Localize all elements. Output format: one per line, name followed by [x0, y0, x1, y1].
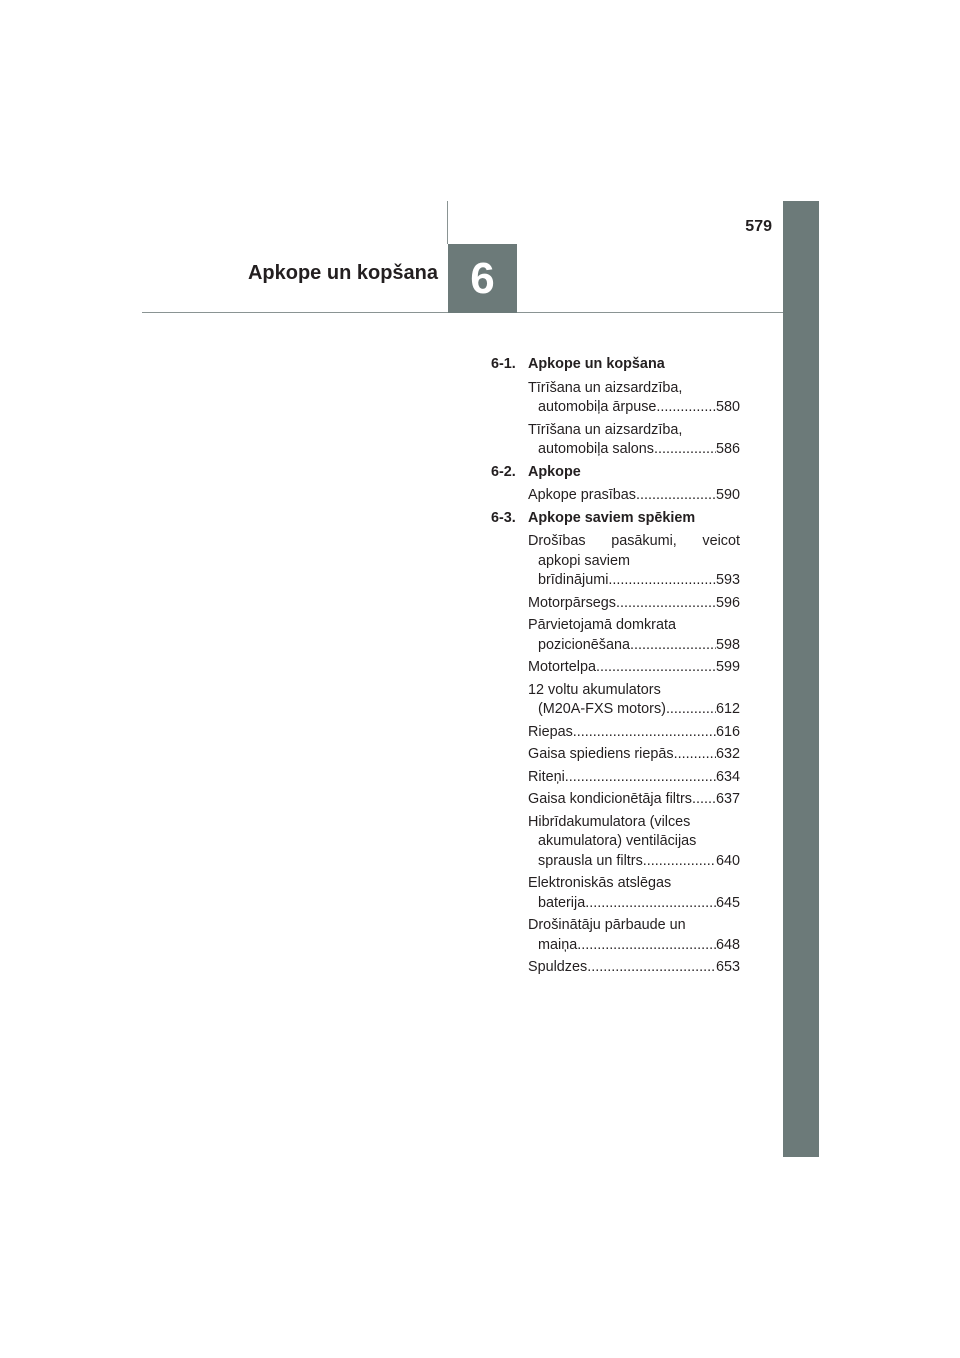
- page-number: 579: [745, 218, 772, 235]
- toc-entry-page: 634: [715, 768, 740, 785]
- toc-entry-page: 590: [715, 487, 740, 503]
- toc-entry[interactable]: [528, 379, 740, 418]
- toc-entry-title: Apkope prasības: [528, 487, 637, 503]
- dot-leader: [608, 571, 716, 591]
- dot-leader: [674, 745, 716, 765]
- toc-entry[interactable]: [528, 916, 740, 955]
- toc-entry-title: Hibrīdakumulatora (vilces: [528, 813, 691, 830]
- dot-leader: [573, 723, 716, 743]
- toc-entry[interactable]: [528, 768, 740, 788]
- toc-entry-title: automobiļa salons: [538, 441, 654, 457]
- toc-entry-title: akumulatora) ventilācijas: [538, 833, 697, 849]
- toc-entry[interactable]: [528, 421, 740, 460]
- toc-section-number: 6-1.: [491, 356, 516, 372]
- toc-entry[interactable]: [528, 681, 740, 720]
- toc-entry-title: Riepas: [528, 723, 573, 740]
- toc-entry[interactable]: [528, 486, 740, 506]
- toc-section-title: Apkope un kopšana: [528, 356, 665, 372]
- chapter-number-box: 6: [448, 244, 517, 313]
- toc-entry-page: 598: [715, 636, 740, 653]
- dot-leader: [596, 658, 716, 678]
- toc-entry[interactable]: [528, 958, 740, 978]
- toc-section-title: Apkope: [528, 463, 581, 480]
- toc-section-heading[interactable]: [491, 463, 740, 483]
- toc-entry-title: Elektroniskās atslēgas: [528, 875, 672, 891]
- toc-entry[interactable]: [528, 790, 740, 810]
- toc-entry-title: Drošības pasākumi, veicot: [528, 533, 740, 549]
- toc-entry-page: 637: [715, 791, 740, 807]
- toc-section-number: 6-3.: [491, 509, 516, 526]
- toc-entry-title: Gaisa kondicionētāja filtrs: [528, 791, 692, 807]
- toc-entry[interactable]: [528, 532, 740, 591]
- header-divider-vertical: [447, 201, 448, 244]
- dot-leader: [636, 486, 716, 506]
- dot-leader: [654, 440, 716, 460]
- dot-leader: [585, 894, 716, 914]
- toc-entry[interactable]: [528, 874, 740, 913]
- toc-section: [491, 509, 740, 978]
- toc-entry-page: 612: [715, 701, 740, 717]
- table-of-contents: [491, 355, 740, 981]
- toc-entry-title: (M20A-FXS motors): [538, 701, 666, 717]
- toc-entry[interactable]: [528, 658, 740, 678]
- dot-leader: [692, 790, 716, 810]
- toc-entry-page: 580: [715, 399, 740, 415]
- dot-leader: [565, 768, 716, 788]
- toc-entry-title: Drošinātāju pārbaude un: [528, 917, 686, 933]
- toc-entry-title: pozicionēšana: [538, 636, 631, 653]
- toc-entry-page: 596: [715, 594, 740, 611]
- toc-entry-page: 632: [715, 746, 740, 762]
- dot-leader: [666, 700, 716, 720]
- toc-entry-title: Spuldzes: [528, 959, 588, 975]
- dot-leader: [630, 636, 716, 656]
- toc-entry-title: Gaisa spiediens riepās: [528, 746, 674, 762]
- toc-section-number: 6-2.: [491, 463, 516, 480]
- toc-entry[interactable]: [528, 723, 740, 743]
- toc-section-heading[interactable]: [491, 509, 740, 529]
- toc-entry-title: Motorpārsegs: [528, 594, 616, 611]
- toc-entry-title: brīdinājumi: [538, 572, 609, 588]
- toc-entry-page: 645: [715, 894, 740, 911]
- toc-entry-page: 593: [715, 572, 740, 588]
- toc-entry-page: 640: [715, 852, 740, 869]
- dot-leader: [587, 958, 716, 978]
- toc-section-title: Apkope saviem spēkiem: [528, 509, 696, 526]
- toc-section: [491, 355, 740, 460]
- toc-entry-title: Tīrīšana un aizsardzība,: [528, 421, 683, 438]
- chapter-side-tab: [783, 201, 819, 1157]
- toc-entry-title: automobiļa ārpuse: [538, 399, 657, 415]
- toc-section: [491, 463, 740, 506]
- toc-entry-title: sprausla un filtrs: [538, 852, 643, 869]
- toc-entry-page: 648: [715, 936, 740, 953]
- toc-entry-title: Motortelpa: [528, 659, 596, 675]
- toc-section-heading[interactable]: [491, 355, 740, 375]
- toc-entry[interactable]: [528, 594, 740, 614]
- dot-leader: [656, 398, 716, 418]
- dot-leader: [616, 594, 716, 614]
- toc-entry[interactable]: [528, 745, 740, 765]
- toc-entry-page: 599: [715, 659, 740, 675]
- toc-entry-title: Riteņi: [528, 768, 565, 785]
- toc-entry-page: 653: [715, 959, 740, 975]
- chapter-title: Apkope un kopšana: [247, 262, 438, 284]
- dot-leader: [577, 936, 716, 956]
- toc-entry-page: 586: [715, 441, 740, 457]
- toc-entry-title: maiņa: [538, 936, 578, 953]
- toc-entry-title: Pārvietojamā domkrata: [528, 617, 676, 633]
- toc-entry-title: Tīrīšana un aizsardzība,: [528, 379, 683, 396]
- toc-entry-title: apkopi saviem: [538, 552, 630, 569]
- toc-entry-title: 12 voltu akumulators: [528, 681, 661, 698]
- toc-entry[interactable]: [528, 813, 740, 872]
- toc-entry-page: 616: [715, 723, 740, 740]
- dot-leader: [643, 852, 716, 872]
- toc-entry[interactable]: [528, 616, 740, 655]
- toc-entry-title: baterija: [538, 894, 586, 911]
